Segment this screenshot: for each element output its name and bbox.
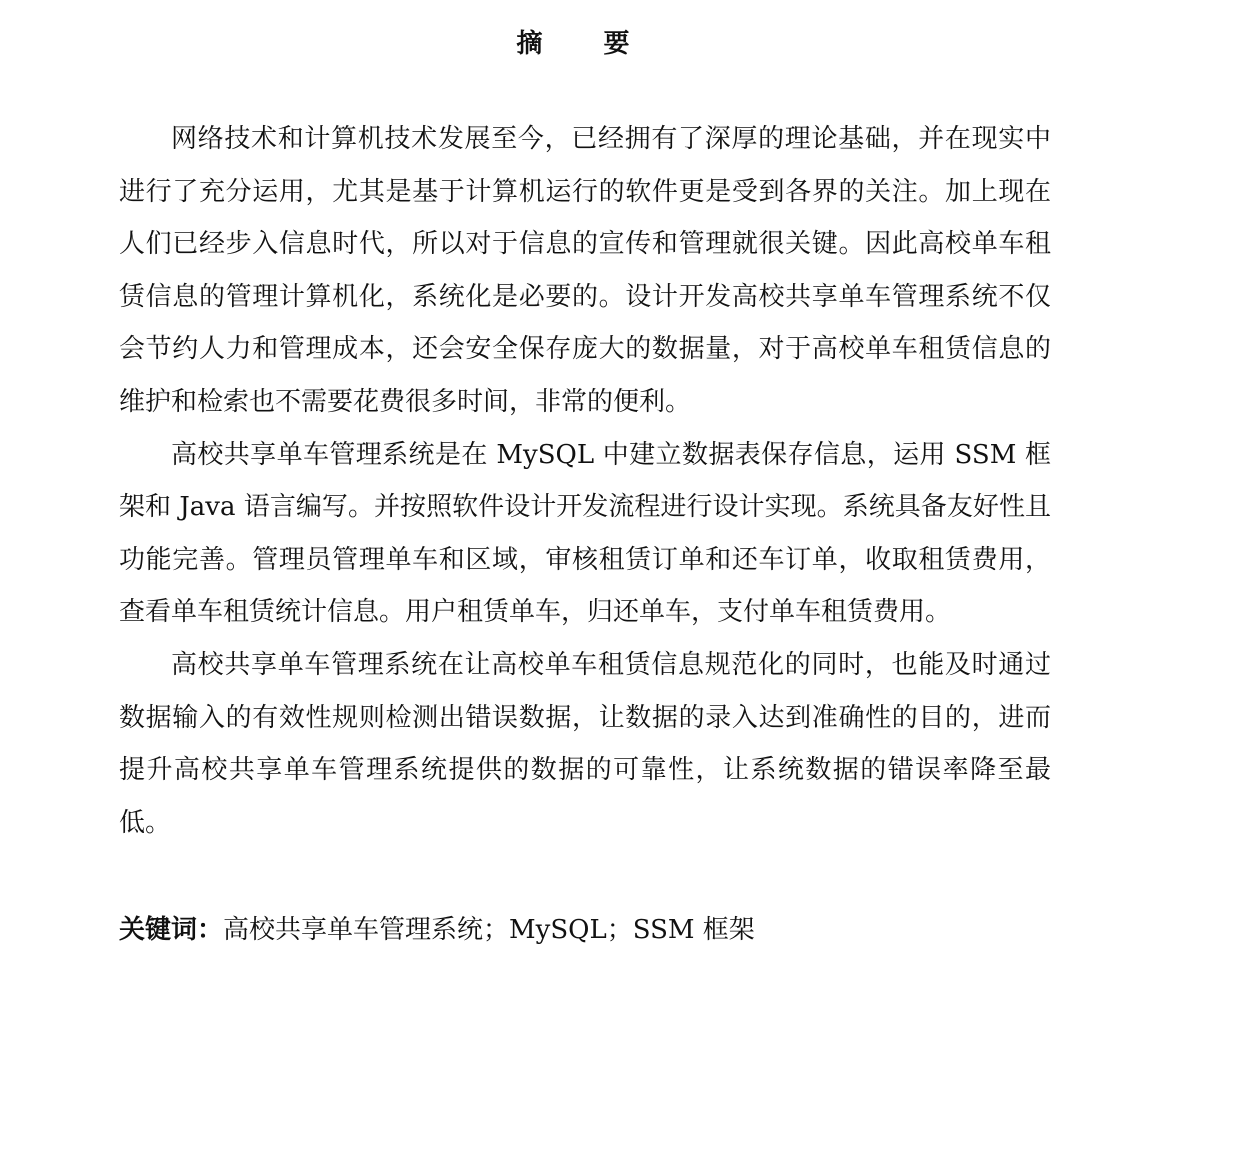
abstract-paragraph-1: 网络技术和计算机技术发展至今，已经拥有了深厚的理论基础，并在现实中进行了充分运用，尤其是基于计算机运行的软件更是受到各界的关注。加上现在人们已经步入信息时代，所以对于信息的宣传和管理就很关键。因此高校单车租赁信息的管理计算机化，系统化是必要的。设计开发高校共享单车管理系统不仅会节约人力和管理成本，还会安全保存庞大的数据量，对于高校单车租赁信息的维护和检索也不需要花费很多时间，非常的便利。 bbox=[119, 124, 1051, 417]
abstract-body bbox=[119, 113, 1051, 849]
keywords-value: 高校共享单车管理系统；MySQL；SSM 框架 bbox=[223, 915, 755, 945]
abstract-paragraph-3: 高校共享单车管理系统在让高校单车租赁信息规范化的同时，也能及时通过数据输入的有效性规则检测出错误数据，让数据的录入达到准确性的目的，进而提升高校共享单车管理系统提供的数据的可靠性，让系统数据的错误率降至最低。 bbox=[119, 649, 1051, 838]
abstract-title: 摘 要 bbox=[516, 29, 656, 59]
keywords-label: 关键词： bbox=[119, 915, 224, 945]
keywords-line bbox=[119, 904, 1051, 956]
abstract-paragraph-2: 高校共享单车管理系统是在 MySQL 中建立数据表保存信息，运用 SSM 框架和 Java 语言编写。并按照软件设计开发流程进行设计实现。系统具备友好性且功能完善。管理员管理单车和区域，审核租赁订单和还车订单，收取租赁费用，查看单车租赁统计信息。用户租赁单车，归还单车，支付单车租赁费用。 bbox=[119, 439, 1051, 628]
